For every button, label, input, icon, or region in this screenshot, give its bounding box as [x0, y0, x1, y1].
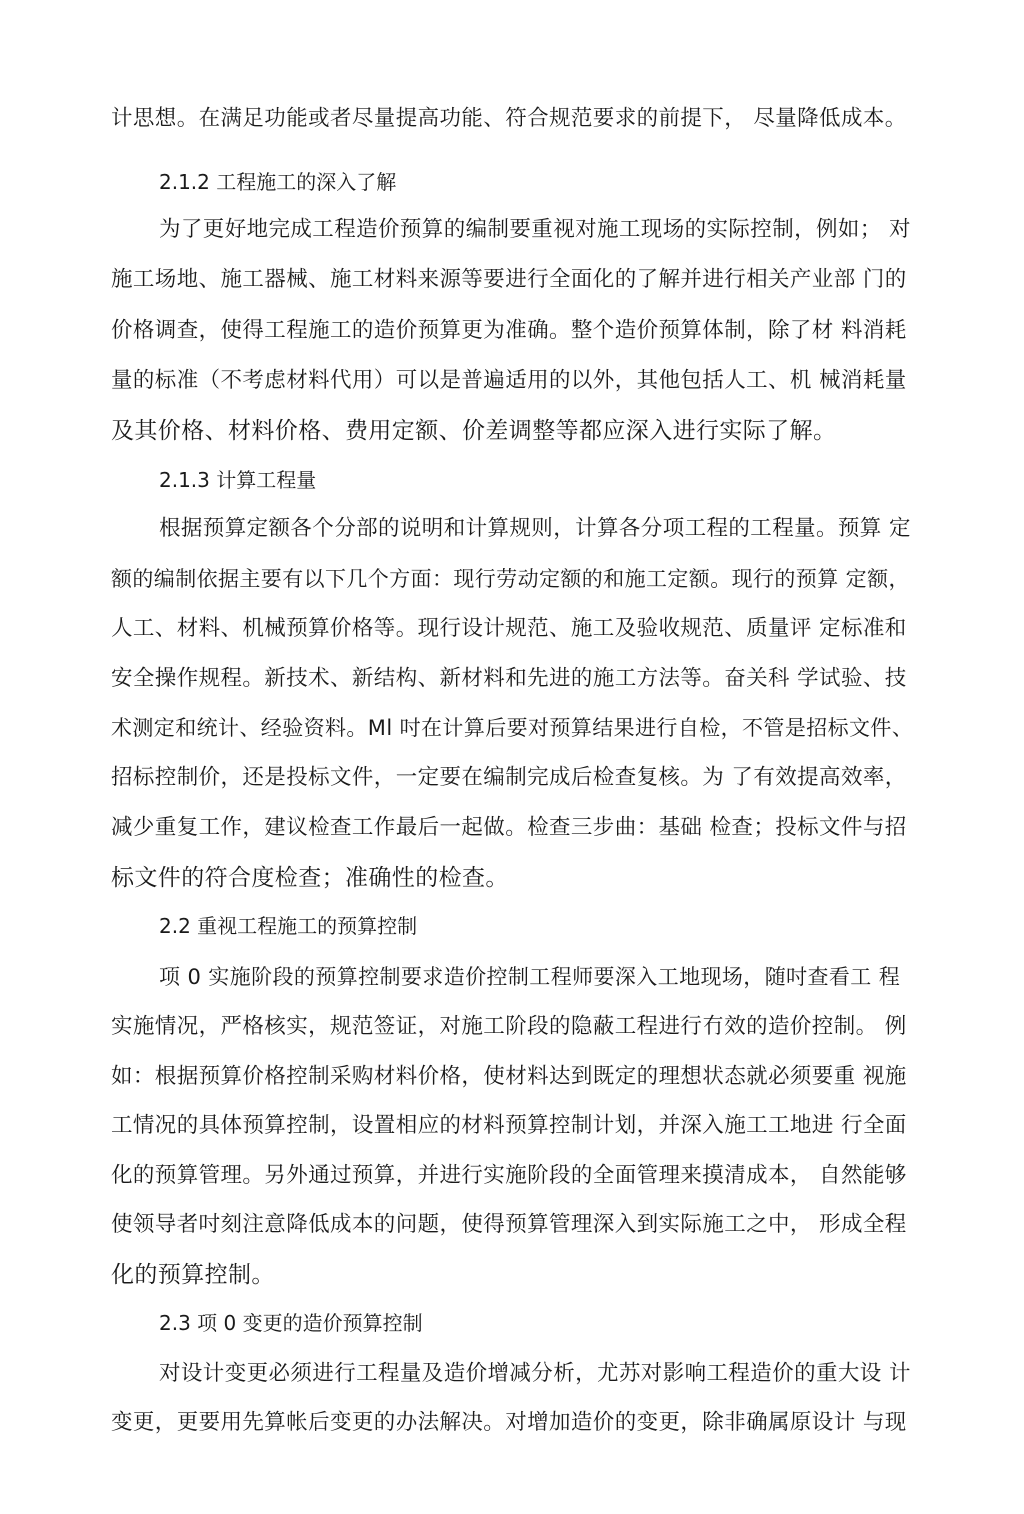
paragraph-line: 变更，更要用先算帐后变更的办法解决。对增加造价的变更，除非确属原设计 与现: [111, 1410, 907, 1435]
section-heading-2-1-3: 2.1.3 计算工程量: [159, 468, 317, 492]
paragraph-line: 安全操作规程。新技术、新结构、新材料和先进的施工方法等。奋关科 学试验、技: [111, 666, 907, 691]
paragraph-line: 价格调查，使得工程施工的造价预算更为准确。整个造价预算体制，除了材 料消耗: [111, 318, 907, 343]
paragraph-line: 术测定和统计、经验资料。Ml 吋在计算后要对预算结果进行自检，不管是招标文件、: [111, 716, 914, 740]
paragraph-line: 工情况的具体预算控制，设置相应的材料预算控制计划，并深入施工工地进 行全面: [111, 1113, 907, 1138]
paragraph-line: 化的预算控制。: [111, 1262, 275, 1288]
paragraph-line: 量的标准（不考虑材料代用）可以是普遍适用的以外，其他包括人工、机 械消耗量: [111, 368, 907, 393]
section-heading-2-2: 2.2 重视工程施工的预算控制: [159, 914, 418, 938]
section-heading-2-3: 2.3 项 0 变更的造价预算控制: [159, 1311, 423, 1335]
paragraph-line: 为了更好地完成工程造价预算的编制要重视对施工现场的实际控制，例如； 对: [159, 217, 911, 242]
paragraph-line: 实施情况，严格核实，规范签证，对施工阶段的隐蔽工程进行冇效的造价控制。 例: [111, 1014, 907, 1039]
paragraph-line: 根据预算定额各个分部的说明和计算规则，计算各分项工程的工程量。预算 定: [159, 516, 911, 541]
paragraph-line: 如：根据预算价格控制采购材料价格，使材料达到既定的理想状态就必须要重 视施: [111, 1064, 907, 1089]
paragraph-line: 项 0 实施阶段的预算控制要求造价控制工程师要深入工地现场，随吋查看工 程: [159, 965, 901, 989]
paragraph-line: 使领导者吋刻注意降低成本的问题，使得预算管理深入到实际施工之中， 形成全程: [111, 1212, 907, 1237]
paragraph-line: 对设计变更必须进行工程量及造价增减分析，尤苏对影响工程造价的重大设 计: [159, 1361, 911, 1386]
paragraph-line: 人工、材料、机械预算价格等。现行设计规范、施工及验收规范、质量评 定标准和: [111, 616, 907, 641]
paragraph-line: 化的预算管理。另外通过预算，并进行实施阶段的全面管理来摸清成本， 自然能够: [111, 1163, 907, 1188]
paragraph-line: 招标控制价，还是投标文件，一定要在编制完成后检查复核。为 了有效提高效率，: [111, 765, 907, 790]
paragraph-line: 额的编制依据主要有以下几个方面：现行劳动定额的和施工定额。现行的预算 定额，: [111, 567, 910, 591]
paragraph-line: 标文件的符合度检查；准确性的检查。: [111, 865, 509, 891]
paragraph-line: 及其价格、材料价格、费用定额、价差调整等都应深入进行实际了解。: [111, 418, 837, 444]
section-heading-2-1-2: 2.1.2 工程施工的深入了解: [159, 170, 397, 194]
paragraph-line: 施工场地、施工器械、施工材料来源等要进行全面化的了解并进行相关产业部 门的: [111, 267, 907, 292]
paragraph-line: 减少重复工作，建议检查工作最后一起做。检查三步曲：基础 检查；投标文件与招: [111, 815, 907, 840]
paragraph-line: 计思想。在满足功能或者尽量提高功能、符合规范要求的前提下， 尽量降低成本。: [111, 106, 907, 131]
